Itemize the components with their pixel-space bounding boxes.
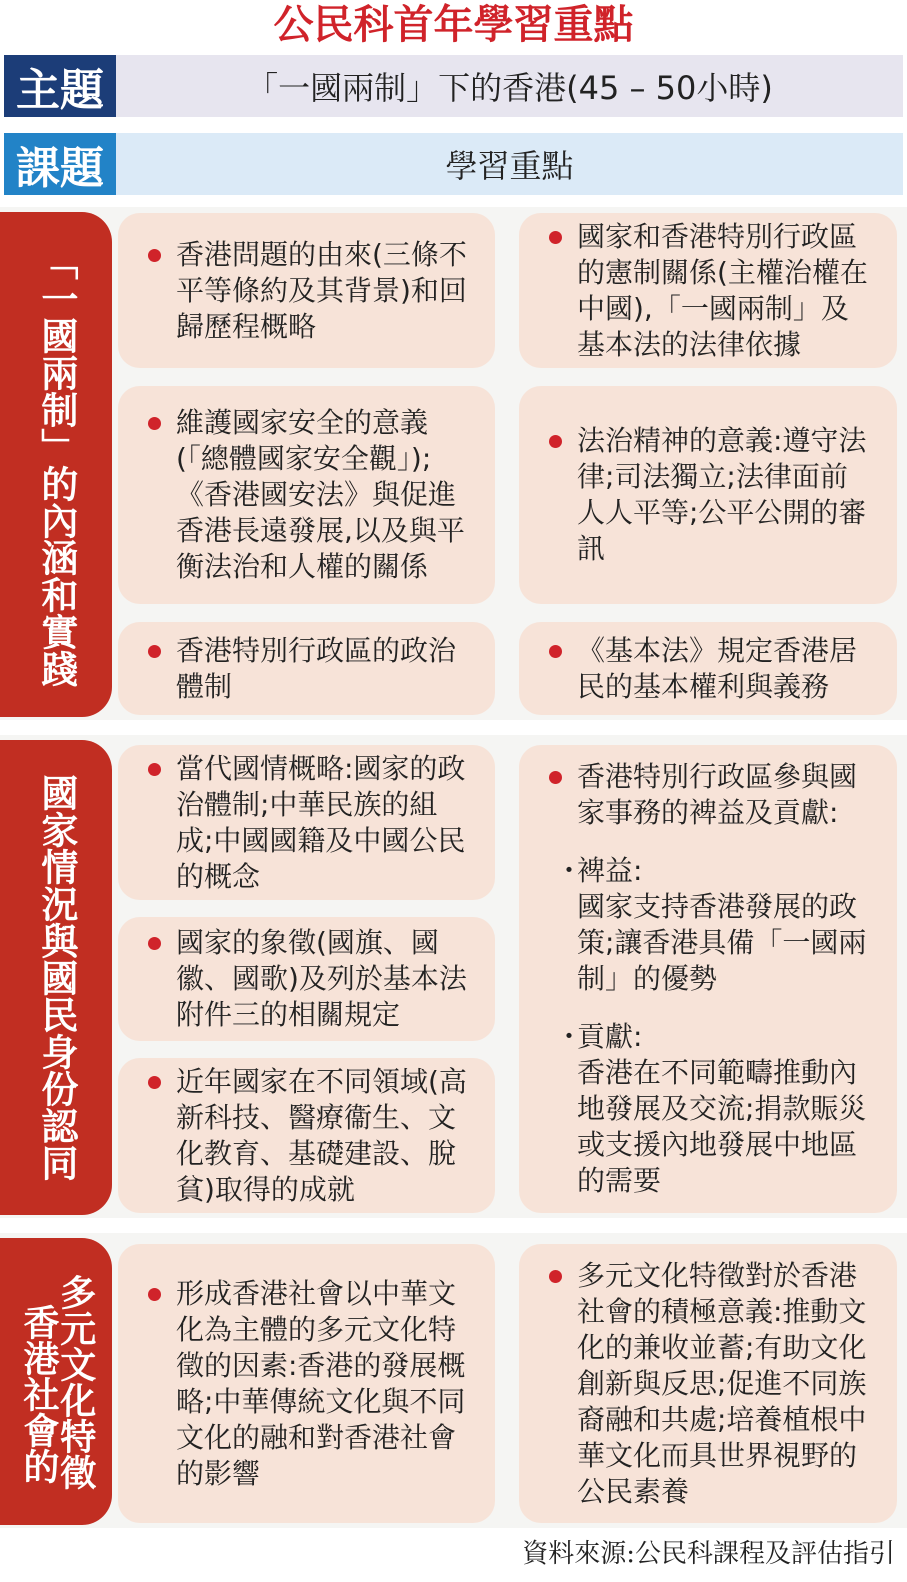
card [118, 386, 495, 604]
section-label-col1: 多元文化特徵 [54, 1273, 96, 1490]
theme-value: 「一國兩制」下的香港(45 – 50小時) [116, 55, 903, 117]
card-text: 國家和香港特別行政區的憲制關係(主權治權在中國),「一國兩制」及基本法的法律依據 [547, 219, 875, 363]
source-note: 資料來源:公民科課程及評估指引 [522, 1539, 895, 1569]
card-text: 香港特別行政區的政治體制 [146, 633, 473, 705]
card [519, 213, 897, 368]
card [118, 745, 495, 900]
card-text: 香港特別行政區參與國家事務的裨益及貢獻: [547, 759, 875, 831]
topic-value: 學習重點 [116, 133, 903, 195]
section-label-3 [0, 1238, 112, 1525]
topic-label: 課題 [4, 133, 116, 195]
card-text: 國家的象徵(國旗、國徽、國歌)及列於基本法附件三的相關規定 [146, 925, 473, 1033]
sub-item [547, 1019, 875, 1199]
sub-dot: ・ [555, 1020, 584, 1053]
card [118, 1058, 495, 1213]
sub-dot: ・ [555, 854, 584, 887]
card [118, 622, 495, 715]
sub-body: 香港在不同範疇推動內地發展及交流;捐款賑災或支援內地發展中地區的需要 [577, 1056, 867, 1197]
card-text: 多元文化特徵對於香港社會的積極意義:推動文化的兼收並蓄;有助文化創新與反思;促進不同族裔融和共處;培養植根中華文化而具世界視野的公民素養 [547, 1258, 875, 1510]
card [118, 213, 495, 368]
card [519, 622, 897, 715]
card [519, 1244, 897, 1523]
sub-head: 裨益: [577, 854, 643, 887]
card-text: 近年國家在不同領域(高新科技、醫療衞生、文化教育、基礎建設、脫貧)取得的成就 [146, 1064, 473, 1208]
section-label-text: 國家情況與國民身份認同 [34, 774, 78, 1181]
section-label-text: 「一國兩制」的內涵和實踐 [34, 242, 78, 687]
card [519, 386, 897, 604]
card-text: 維護國家安全的意義(「總體國家安全觀」);《香港國安法》與促進香港長遠發展,以及與平衡法治和人權的關係 [146, 405, 473, 585]
section-label-2 [0, 740, 112, 1215]
card-text: 香港問題的由來(三條不平等條約及其背景)和回歸歷程概略 [146, 237, 473, 345]
card-text: 法治精神的意義:遵守法律;司法獨立;法律面前人人平等;公平公開的審訊 [547, 423, 875, 567]
page-title: 公民科首年學習重點 [273, 1, 634, 48]
card-text: 《基本法》規定香港居民的基本權利與義務 [547, 633, 875, 705]
section-label-col2: 香港社會的 [18, 1303, 59, 1484]
card [118, 917, 495, 1041]
card [519, 745, 897, 1213]
card [118, 1244, 495, 1523]
theme-label: 主題 [4, 55, 116, 117]
section-label-1 [0, 212, 112, 717]
sub-item [547, 853, 875, 997]
sub-body: 國家支持香港發展的政策;讓香港具備「一國兩制」的優勢 [577, 890, 867, 995]
sub-head: 貢獻: [577, 1020, 643, 1053]
card-text: 當代國情概略:國家的政治體制;中華民族的組成;中國國籍及中國公民的概念 [146, 751, 473, 895]
card-text: 形成香港社會以中華文化為主體的多元文化特徵的因素:香港的發展概略;中華傳統文化與不同文化的融和對香港社會的影響 [146, 1276, 473, 1492]
